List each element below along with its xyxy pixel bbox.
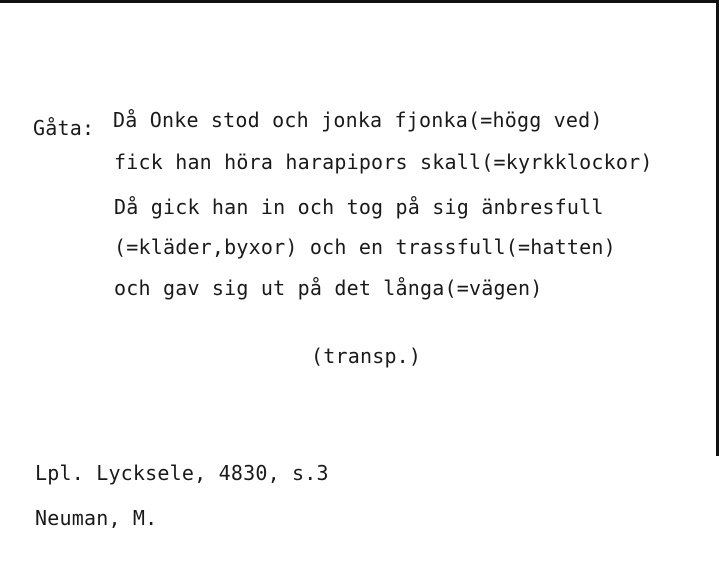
- riddle-label: Gåta:: [33, 116, 95, 140]
- riddle-line-3: Då gick han in och tog på sig änbresfull: [114, 195, 604, 219]
- card-top-border: [0, 0, 719, 3]
- riddle-line-4: (=kläder,byxor) och en trassfull(=hatten): [114, 235, 616, 259]
- author-name: Neuman, M.: [35, 506, 158, 530]
- riddle-line-1: Då Onke stod och jonka fjonka(=högg ved): [113, 108, 603, 132]
- riddle-line-2: fick han höra harapipors skall(=kyrkklockor): [114, 150, 653, 174]
- riddle-line-5: och gav sig ut på det långa(=vägen): [114, 276, 543, 300]
- place-reference: Lpl. Lycksele, 4830, s.3: [35, 461, 329, 485]
- transp-note: (transp.): [311, 344, 422, 368]
